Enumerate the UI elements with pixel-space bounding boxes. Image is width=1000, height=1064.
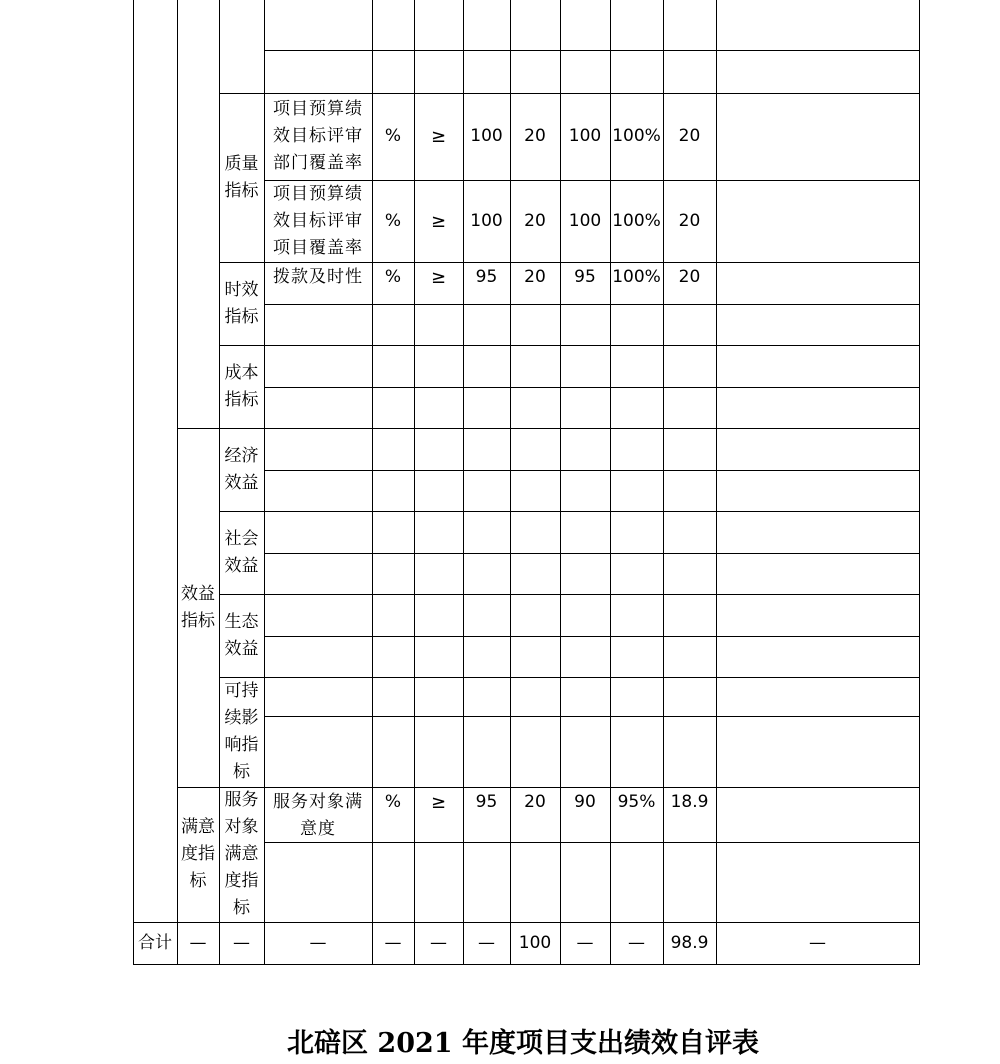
satisfaction-row-metric-name: 服务对象满 意度 bbox=[273, 792, 363, 839]
timeliness-row-metric-name: 拨款及时性 bbox=[273, 267, 363, 287]
quality-row-2-rate: 100% bbox=[612, 210, 661, 231]
quality-row-2-metric-name: 项目预算绩 效目标评审 项目覆盖率 bbox=[273, 183, 363, 258]
grid-line bbox=[264, 470, 920, 471]
grid-line bbox=[264, 428, 920, 429]
grid-line bbox=[264, 677, 920, 678]
grid-line bbox=[264, 636, 920, 637]
grid-line bbox=[264, 345, 920, 346]
quality-row-1-metric-name: 项目预算绩 效目标评审 部门覆盖率 bbox=[273, 99, 363, 173]
category-satisfaction: 满意 度指 标 bbox=[181, 817, 215, 891]
quality-row-1-weight: 20 bbox=[524, 126, 546, 146]
grid-line bbox=[133, 964, 920, 965]
quality-row-1-score: 20 bbox=[678, 126, 701, 146]
grid-line bbox=[919, 0, 920, 964]
quality-row-2-weight: 20 bbox=[524, 210, 546, 231]
timeliness-row-score: 20 bbox=[678, 267, 701, 287]
category-timeliness: 时效 指标 bbox=[224, 279, 259, 327]
total-dash: — bbox=[478, 932, 495, 953]
satisfaction-row-target: 95 bbox=[475, 792, 498, 812]
timeliness-row-weight: 20 bbox=[524, 267, 546, 287]
timeliness-row-unit: % bbox=[384, 267, 402, 287]
category-economic: 经济 效益 bbox=[224, 445, 259, 493]
total-dash: — bbox=[309, 932, 327, 953]
grid-line bbox=[264, 594, 920, 595]
total-label: 合计 bbox=[138, 932, 172, 953]
quality-row-2-target: 100 bbox=[470, 210, 503, 231]
quality-row-2-score: 20 bbox=[678, 210, 701, 231]
quality-row-1-actual: 100 bbox=[568, 126, 602, 146]
grid-line bbox=[264, 511, 920, 512]
grid-line bbox=[264, 387, 920, 388]
total-dash: — bbox=[189, 932, 207, 953]
total-dash: — bbox=[430, 932, 447, 953]
satisfaction-row-actual: 90 bbox=[574, 792, 596, 812]
total-weight: 100 bbox=[518, 932, 552, 953]
timeliness-row-actual: 95 bbox=[574, 267, 596, 287]
satisfaction-row-rate: 95% bbox=[617, 792, 656, 812]
total-dash: — bbox=[384, 932, 402, 953]
category-social: 社会 效益 bbox=[224, 528, 259, 576]
satisfaction-row-score: 18.9 bbox=[670, 792, 709, 812]
quality-row-1-target: 100 bbox=[470, 126, 503, 146]
grid-line bbox=[716, 0, 717, 964]
satisfaction-row-weight: 20 bbox=[524, 792, 546, 812]
quality-row-2-actual: 100 bbox=[568, 210, 602, 231]
quality-row-1-rate: 100% bbox=[612, 126, 661, 146]
category-ecological: 生态 效益 bbox=[224, 611, 259, 659]
quality-row-2-op: ≥ bbox=[430, 210, 447, 232]
category-sustainable: 可持 续影 响指 标 bbox=[224, 681, 259, 782]
quality-row-1-unit: % bbox=[384, 126, 402, 146]
grid-line bbox=[264, 50, 920, 51]
grid-line bbox=[133, 0, 134, 964]
timeliness-row-op: ≥ bbox=[430, 267, 447, 288]
timeliness-row-target: 95 bbox=[475, 267, 498, 287]
timeliness-row-rate: 100% bbox=[612, 267, 661, 287]
category-service-satisfaction: 服务 对象 满意 度指 标 bbox=[224, 790, 259, 918]
total-score: 98.9 bbox=[670, 932, 709, 953]
total-dash: — bbox=[233, 932, 250, 953]
category-benefit: 效益 指标 bbox=[181, 583, 215, 631]
grid-line bbox=[264, 716, 920, 717]
total-dash: — bbox=[628, 932, 645, 953]
grid-line bbox=[264, 304, 920, 305]
category-quality: 质量 指标 bbox=[224, 153, 259, 201]
category-cost: 成本 指标 bbox=[224, 362, 259, 410]
grid-line bbox=[264, 553, 920, 554]
quality-row-1-op: ≥ bbox=[430, 126, 447, 147]
satisfaction-row-unit: % bbox=[384, 792, 402, 812]
form-title: 北碚区 2021 年度项目支出绩效自评表 bbox=[287, 1028, 759, 1059]
quality-row-2-unit: % bbox=[384, 210, 402, 231]
total-dash: — bbox=[576, 932, 594, 953]
total-dash: — bbox=[809, 932, 826, 953]
satisfaction-row-op: ≥ bbox=[430, 792, 447, 813]
